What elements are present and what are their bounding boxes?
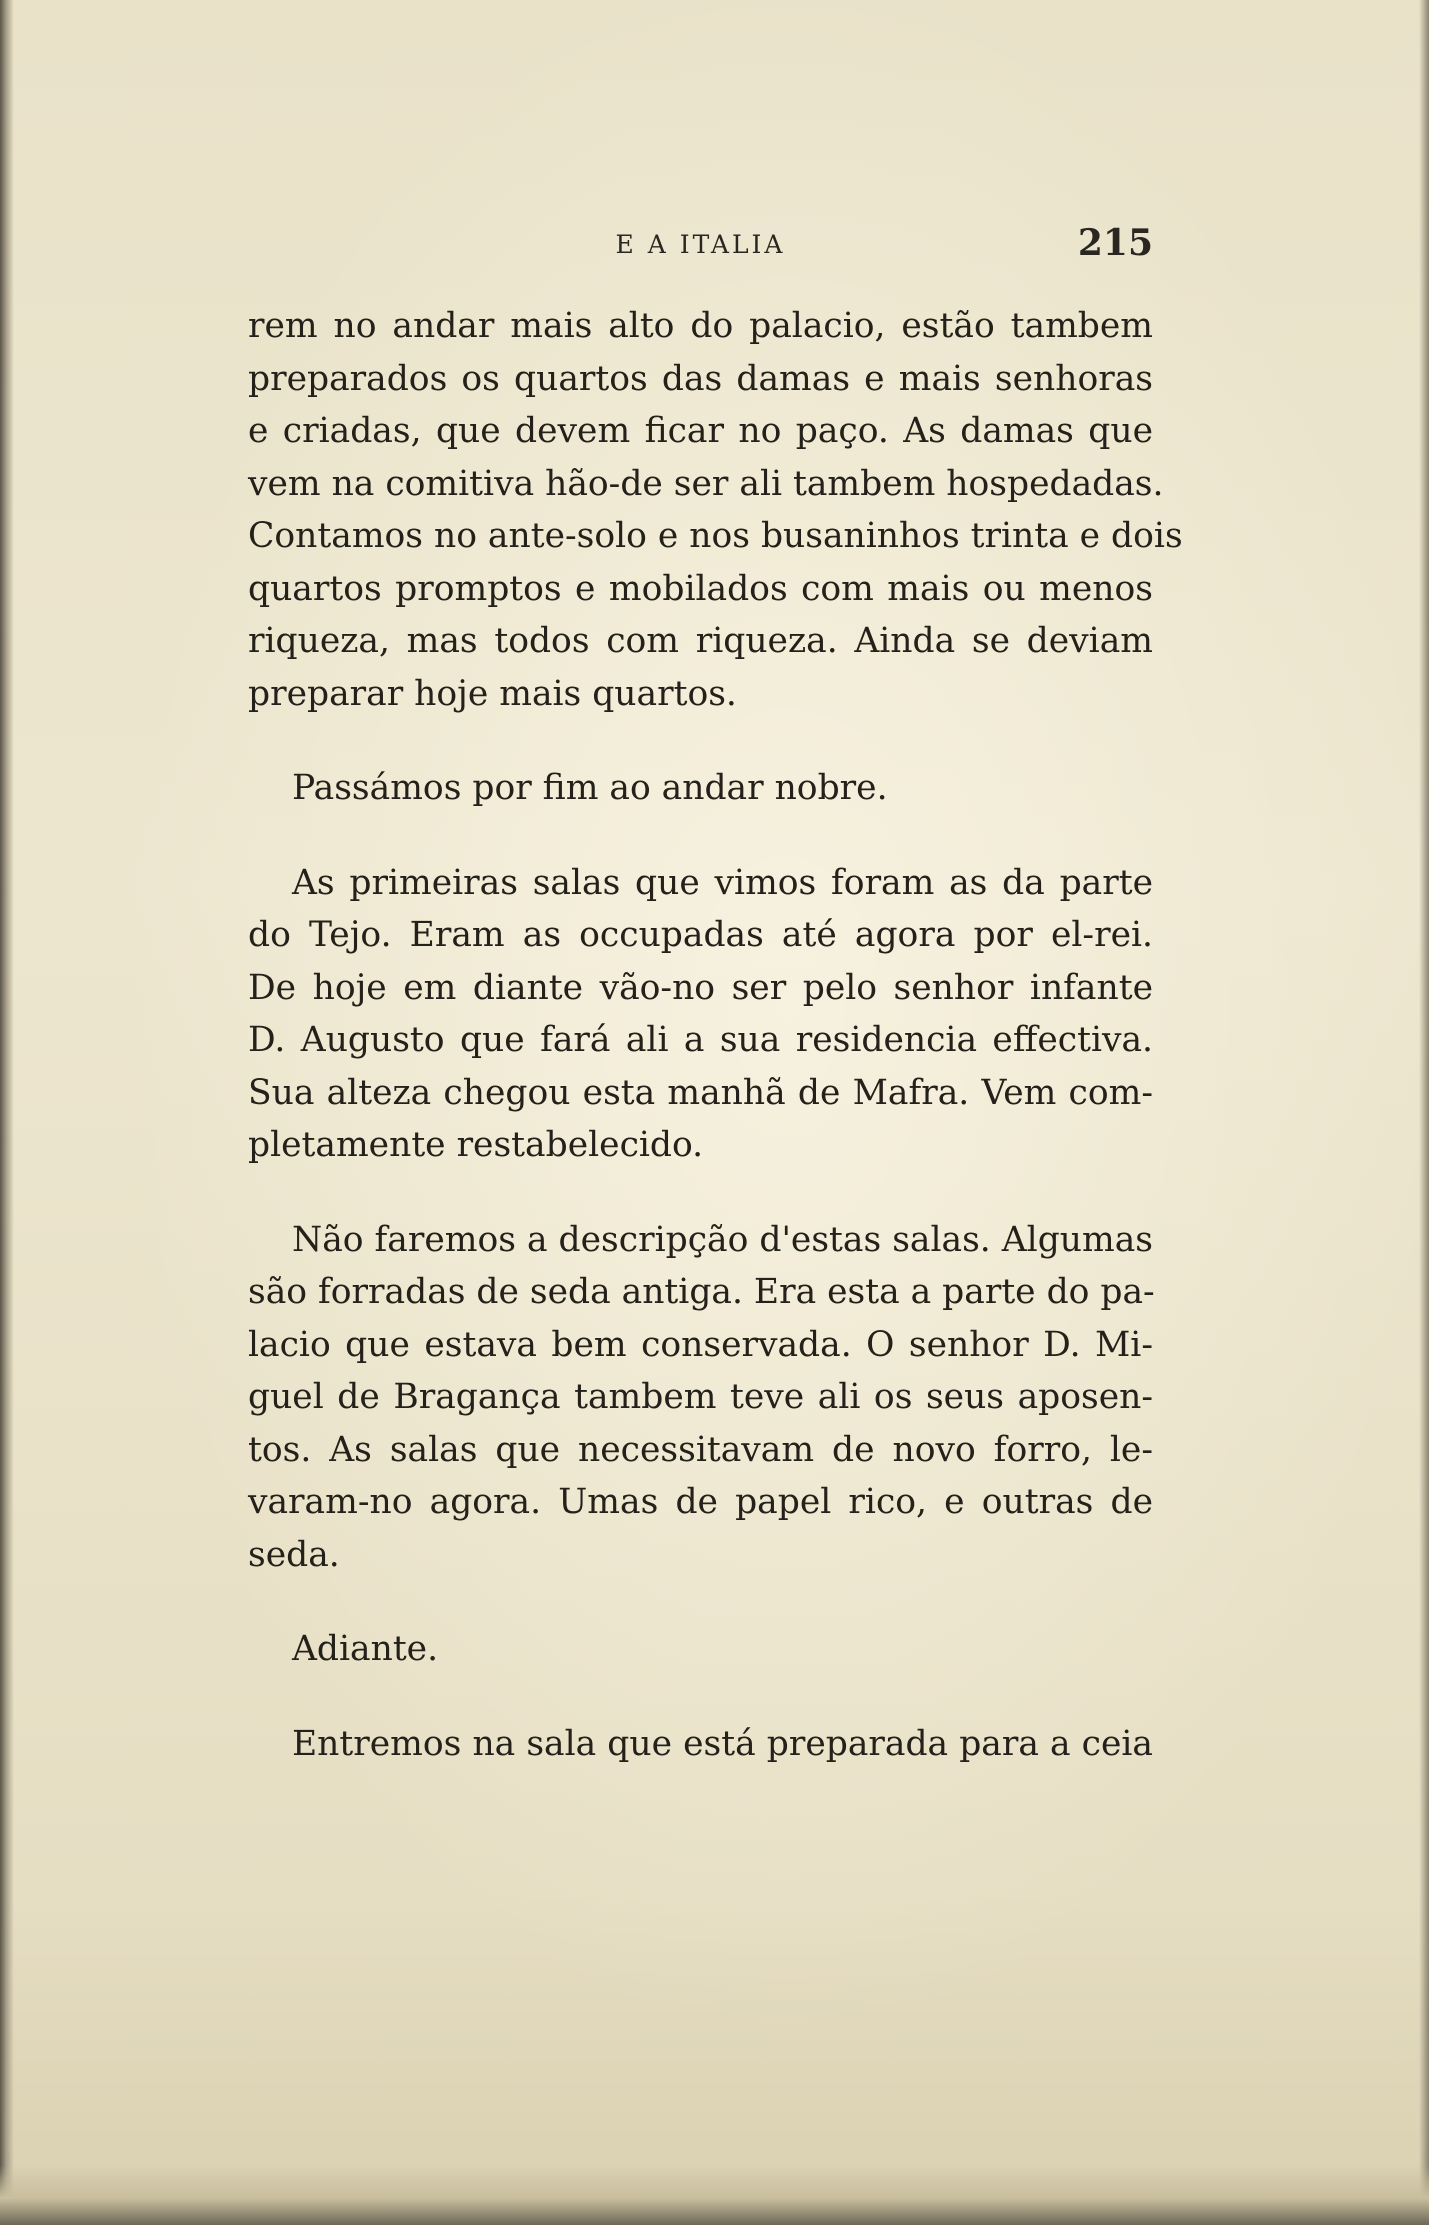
paragraph-6 bbox=[248, 1718, 1153, 1771]
text-line: do Tejo. Eram as occupadas até agora por el-rei. bbox=[248, 915, 1153, 955]
paragraph-gap bbox=[248, 815, 1153, 857]
text-line: tos. As salas que necessitavam de novo forro, le- bbox=[248, 1429, 1153, 1470]
text-line: vem na comitiva hão-de ser ali tambem hospedadas. bbox=[248, 463, 1164, 504]
text-line: De hoje em diante vão-no ser pelo senhor infante bbox=[248, 967, 1153, 1008]
text-line: quartos promptos e mobilados com mais ou menos bbox=[248, 568, 1153, 609]
paragraph-1 bbox=[248, 300, 1183, 720]
text-line: As primeiras salas que vimos foram as da parte bbox=[292, 862, 1153, 903]
text-line: varam-no agora. Umas de papel rico, e outras de bbox=[248, 1482, 1153, 1522]
text-line: Adiante. bbox=[292, 1629, 439, 1669]
text-line: preparados os quartos das damas e mais senhoras bbox=[248, 358, 1153, 399]
paragraph-4 bbox=[248, 1214, 1153, 1582]
paragraph-gap bbox=[248, 1172, 1153, 1214]
text-line: seda. bbox=[248, 1534, 340, 1575]
running-head bbox=[248, 222, 1153, 262]
text-line: rem no andar mais alto do palacio, estão tambem bbox=[248, 306, 1153, 346]
text-body bbox=[248, 300, 1183, 1770]
text-line: Entremos na sala que está preparada para a ceia bbox=[292, 1723, 1153, 1764]
text-line: Não faremos a descripção d'estas salas. Algumas bbox=[292, 1219, 1153, 1260]
text-line: Contamos no ante-solo e nos busaninhos trinta e dois bbox=[248, 516, 1183, 556]
running-title: E A ITALIA bbox=[615, 230, 786, 259]
page-left-edge bbox=[0, 0, 14, 2225]
paragraph-2 bbox=[248, 762, 1153, 815]
paragraph-5 bbox=[248, 1623, 1153, 1676]
paragraph-gap bbox=[248, 1676, 1153, 1718]
paragraph-gap bbox=[248, 720, 1153, 762]
text-line: guel de Bragança tambem teve ali os seus aposen- bbox=[248, 1377, 1153, 1417]
page-bottom-edge bbox=[0, 2165, 1429, 2225]
text-line: riqueza, mas todos com riqueza. Ainda se deviam bbox=[248, 621, 1153, 661]
text-line: Sua alteza chegou esta manhã de Mafra. Vem com- bbox=[248, 1072, 1153, 1113]
text-line: lacio que estava bem conservada. O senhor D. Mi- bbox=[248, 1324, 1153, 1365]
text-line: D. Augusto que fará ali a sua residencia effectiva. bbox=[248, 1020, 1153, 1060]
paragraph-gap bbox=[248, 1581, 1153, 1623]
text-line: preparar hoje mais quartos. bbox=[248, 673, 737, 714]
text-line: e criadas, que devem ficar no paço. As damas que bbox=[248, 411, 1153, 451]
text-line: são forradas de seda antiga. Era esta a parte do pa- bbox=[248, 1272, 1155, 1312]
text-line: Passámos por fim ao andar nobre. bbox=[292, 768, 888, 808]
text-line: pletamente restabelecido. bbox=[248, 1125, 704, 1165]
page-number: 215 bbox=[1077, 222, 1153, 264]
paragraph-3 bbox=[248, 857, 1153, 1172]
page-right-edge bbox=[1419, 0, 1429, 2225]
